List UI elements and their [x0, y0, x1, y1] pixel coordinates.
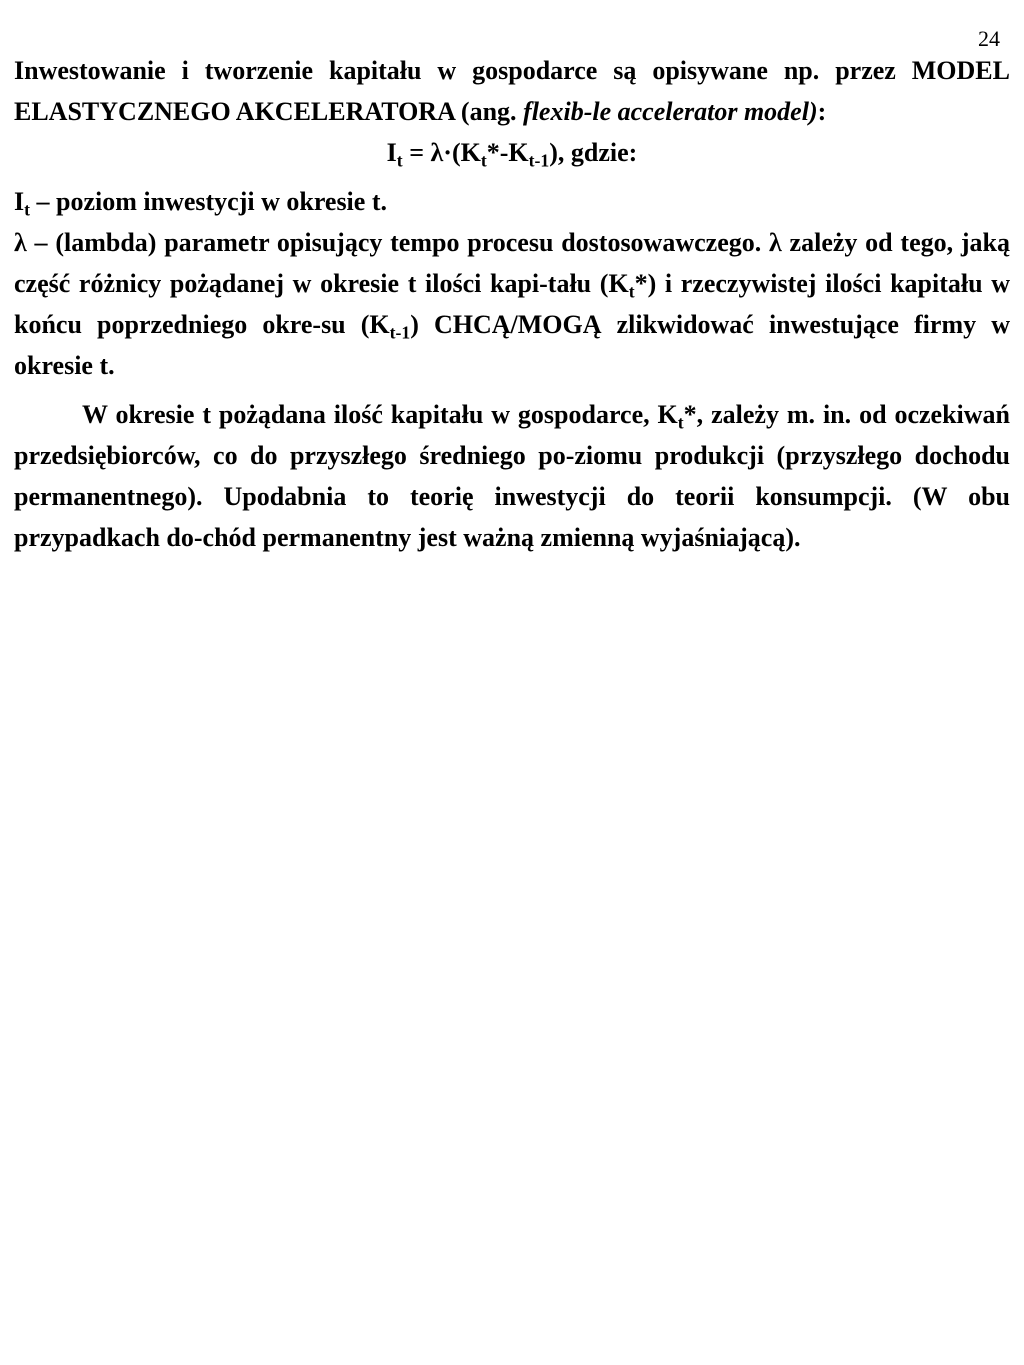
intro-italic-term: flexib-le accelerator model) — [523, 97, 818, 126]
intro-paragraph — [14, 50, 1010, 132]
formula-i: I — [386, 138, 397, 167]
formula-i-subscript: t — [396, 150, 403, 171]
page-number: 24 — [978, 26, 1000, 51]
paragraph-subscript: t — [677, 412, 684, 433]
lambda-text-1: λ – (lambda) parametr opisujący tempo procesu dostosowawczego. λ zależy od tego, jaką część różnicy pożądanej w okresie t ilości kapi-tału (K — [14, 228, 1010, 298]
definition-it — [14, 181, 1010, 222]
it-definition: – poziom inwestycji w okresie t. — [30, 187, 387, 216]
definition-lambda — [14, 222, 1010, 386]
formula-star: *-K — [486, 138, 529, 167]
body-paragraph — [14, 394, 1010, 558]
intro-colon: : — [817, 97, 827, 126]
lambda-subscript-2: t-1 — [389, 322, 411, 343]
formula-eq: = λ·(K — [402, 138, 481, 167]
lambda-text-2: *) i rzeczywistej ilości kapitału w końcu poprzedniego okre-su (K — [14, 269, 1010, 339]
formula-k1-subscript: t-1 — [528, 150, 550, 171]
intro-text: Inwestowanie i tworzenie kapitału w gospodarce są opisywane np. przez MODEL ELASTYCZNEGO AKCELERATORA (ang. — [14, 56, 1010, 126]
document-body — [14, 50, 1010, 558]
formula-tail: ), gdzie: — [549, 138, 638, 167]
formula — [14, 132, 1010, 173]
paragraph-text-2: *, zależy m. in. od oczekiwań przedsiębiorców, co do przyszłego średniego po-ziomu produkcji (przyszłego dochodu permanentnego). Upodabnia to teorię inwestycji do teorii konsumpcji. (W obu przypadkach do-chód permanentny jest ważną zmienną wyjaśniającą). — [14, 400, 1011, 552]
lambda-subscript-1: t — [628, 281, 635, 302]
it-symbol: I — [14, 187, 25, 216]
formula-k-subscript: t — [480, 150, 487, 171]
it-subscript: t — [24, 199, 31, 220]
paragraph-text-1: W okresie t pożądana ilość kapitału w gospodarce, K — [82, 400, 678, 429]
lambda-text-3: ) CHCĄ/MOGĄ zlikwidować inwestujące firmy w okresie t. — [14, 310, 1010, 380]
